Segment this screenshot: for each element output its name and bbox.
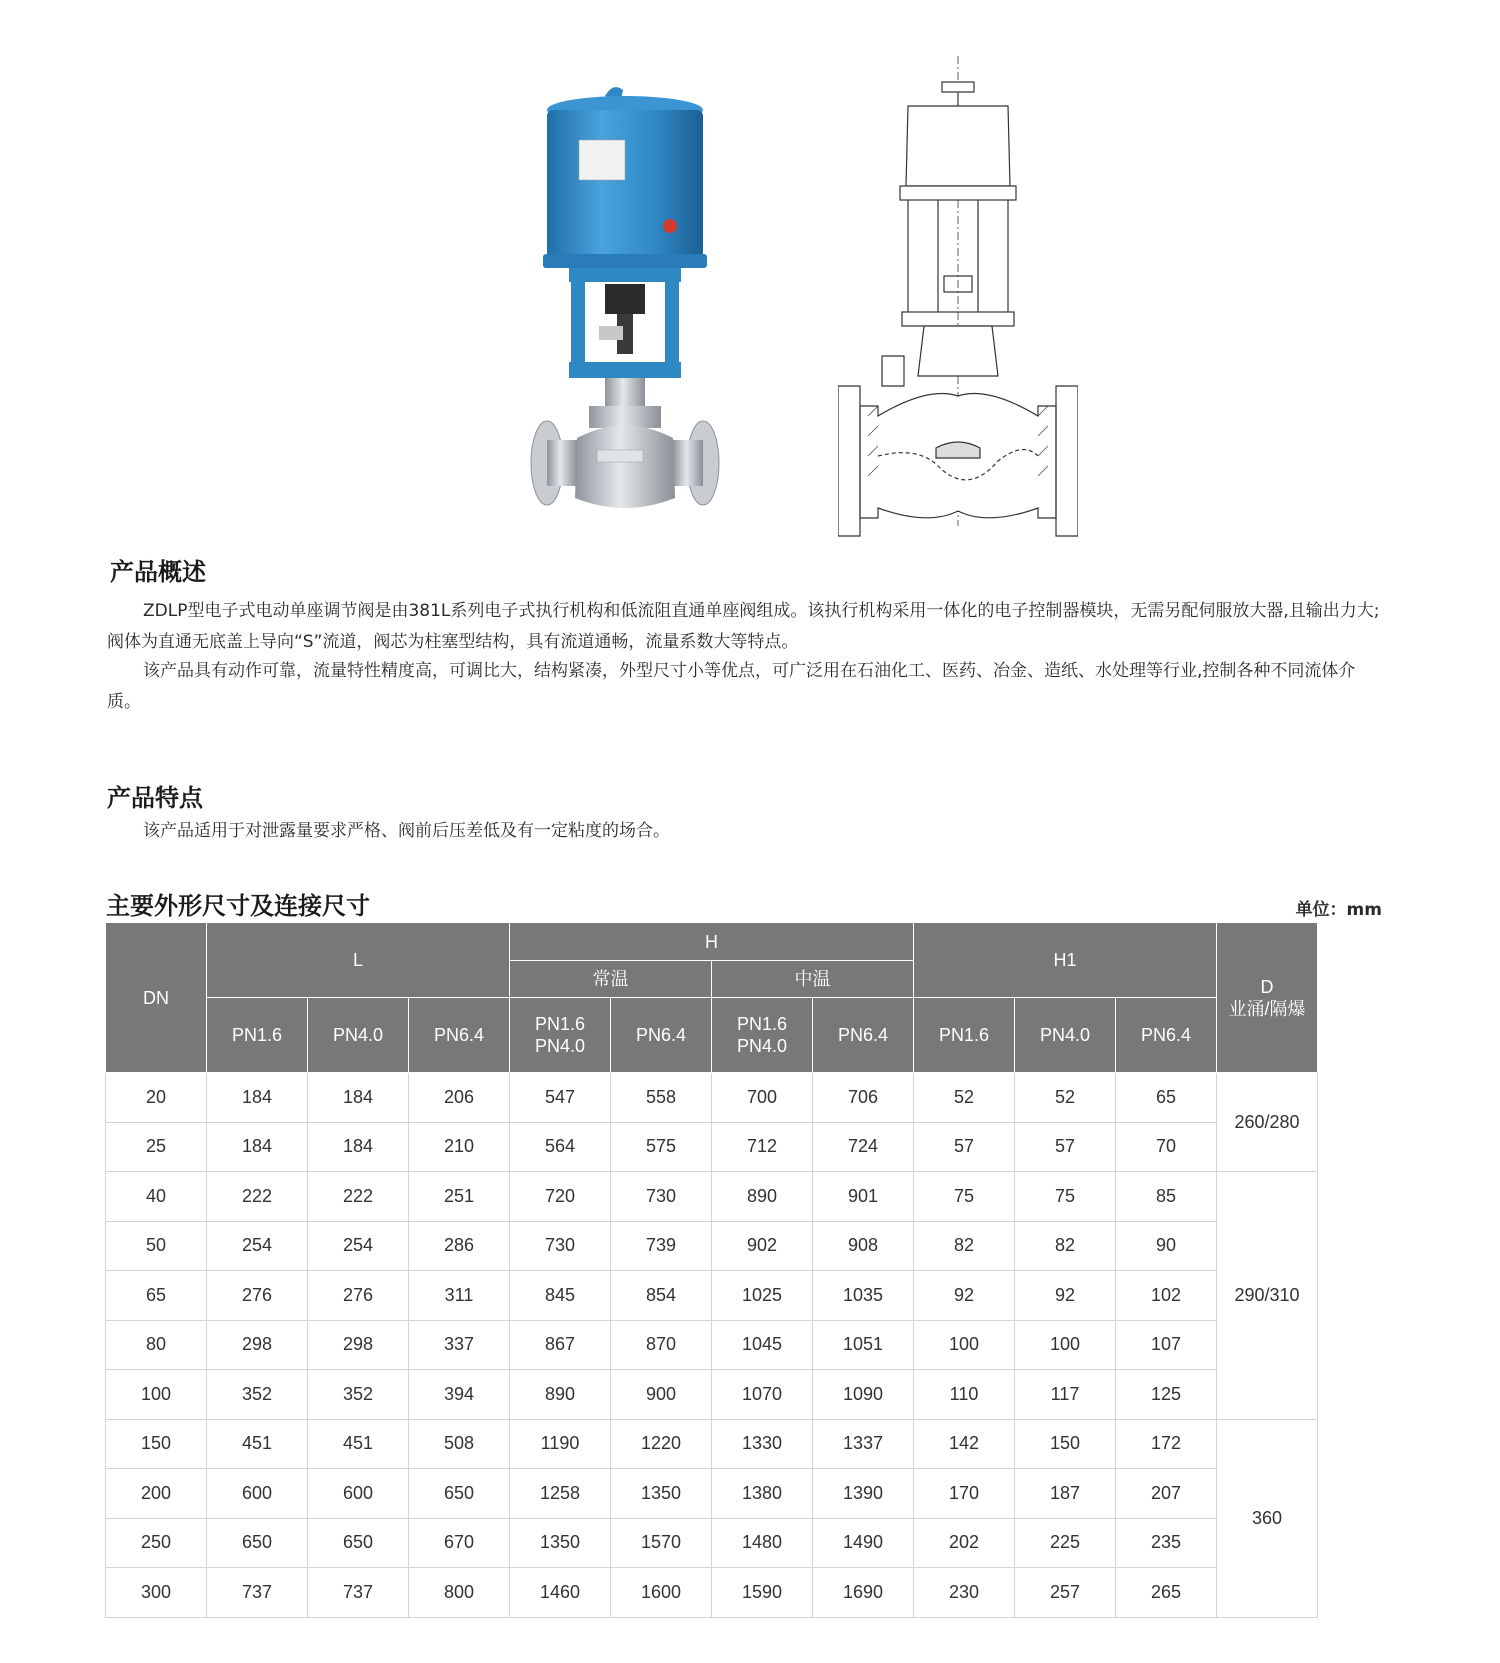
cell-l: 394 — [409, 1370, 510, 1420]
cell-h1: 92 — [914, 1271, 1015, 1321]
header-h-medium-pn16-40: PN1.6 PN4.0 — [712, 998, 813, 1073]
cell-l: 508 — [409, 1419, 510, 1469]
cell-l: 254 — [207, 1221, 308, 1271]
cell-l: 800 — [409, 1568, 510, 1618]
cell-h: 547 — [510, 1073, 611, 1123]
cell-h: 1590 — [712, 1568, 813, 1618]
cell-h1: 57 — [914, 1122, 1015, 1172]
table-row — [106, 1419, 1500, 1469]
cell-h: 908 — [813, 1221, 914, 1271]
cell-d: 260/280 — [1217, 1073, 1318, 1172]
overview-paragraph-2: 该产品具有动作可靠，流量特性精度高，可调比大，结构紧凑，外型尺寸小等优点，可广泛用在石油化工、医药、冶金、造纸、水处理等行业,控制各种不同流体介质。 — [107, 661, 1356, 712]
cell-dn: 300 — [106, 1568, 207, 1618]
cell-h1: 125 — [1116, 1370, 1217, 1420]
cell-h: 700 — [712, 1073, 813, 1123]
cell-h1: 85 — [1116, 1172, 1217, 1222]
cell-h: 870 — [611, 1320, 712, 1370]
header-h1-pn16: PN1.6 — [914, 998, 1015, 1073]
overview-paragraph-1: ZDLP型电子式电动单座调节阀是由381L系列电子式执行机构和低流阻直通单座阀组成。该执行机构采用一体化的电子控制器模块，无需另配伺服放大器,且输出力大;阀体为直通无底盖上导向“S”流道，阀芯为柱塞型结构，具有流道通畅，流量系数大等特点。 — [107, 601, 1380, 652]
cell-h: 890 — [510, 1370, 611, 1420]
cell-l: 184 — [308, 1122, 409, 1172]
cell-dn: 20 — [106, 1073, 207, 1123]
cell-h1: 230 — [914, 1568, 1015, 1618]
cell-h1: 102 — [1116, 1271, 1217, 1321]
cell-h1: 52 — [1015, 1073, 1116, 1123]
cell-h: 1330 — [712, 1419, 813, 1469]
cell-l: 184 — [207, 1122, 308, 1172]
cell-l: 600 — [308, 1469, 409, 1519]
cell-h: 902 — [712, 1221, 813, 1271]
cell-h: 845 — [510, 1271, 611, 1321]
cell-l: 451 — [207, 1419, 308, 1469]
cell-d: 290/310 — [1217, 1172, 1318, 1420]
cell-dn: 50 — [106, 1221, 207, 1271]
cell-l: 222 — [207, 1172, 308, 1222]
cell-h1: 92 — [1015, 1271, 1116, 1321]
cell-dn: 250 — [106, 1518, 207, 1568]
cell-l: 222 — [308, 1172, 409, 1222]
cell-l: 276 — [207, 1271, 308, 1321]
cell-h: 720 — [510, 1172, 611, 1222]
cell-h1: 150 — [1015, 1419, 1116, 1469]
cell-l: 254 — [308, 1221, 409, 1271]
header-h1-pn64: PN6.4 — [1116, 998, 1217, 1073]
cell-l: 251 — [409, 1172, 510, 1222]
cell-h: 1380 — [712, 1469, 813, 1519]
cell-h1: 142 — [914, 1419, 1015, 1469]
cell-dn: 25 — [106, 1122, 207, 1172]
unit-label: 单位：mm — [1295, 900, 1382, 920]
cell-h1: 82 — [914, 1221, 1015, 1271]
cell-h1: 82 — [1015, 1221, 1116, 1271]
cell-l: 311 — [409, 1271, 510, 1321]
cell-h1: 225 — [1015, 1518, 1116, 1568]
cell-h: 1051 — [813, 1320, 914, 1370]
cell-h1: 70 — [1116, 1122, 1217, 1172]
cell-l: 352 — [207, 1370, 308, 1420]
cell-l: 206 — [409, 1073, 510, 1123]
cell-l: 451 — [308, 1419, 409, 1469]
cell-dn: 40 — [106, 1172, 207, 1222]
cell-h: 706 — [813, 1073, 914, 1123]
cell-h: 558 — [611, 1073, 712, 1123]
cell-dn: 65 — [106, 1271, 207, 1321]
cell-h1: 257 — [1015, 1568, 1116, 1618]
cell-h1: 100 — [1015, 1320, 1116, 1370]
cell-h1: 100 — [914, 1320, 1015, 1370]
cell-l: 352 — [308, 1370, 409, 1420]
cell-h1: 75 — [914, 1172, 1015, 1222]
cell-h: 730 — [510, 1221, 611, 1271]
cell-l: 210 — [409, 1122, 510, 1172]
cell-h: 1090 — [813, 1370, 914, 1420]
cell-d: 360 — [1217, 1419, 1318, 1617]
cell-l: 184 — [308, 1073, 409, 1123]
dimensions-title: 主要外形尺寸及连接尺寸 — [106, 892, 370, 920]
table-body — [106, 1073, 1500, 1618]
cell-l: 737 — [308, 1568, 409, 1618]
cell-l: 650 — [409, 1469, 510, 1519]
features-text: 该产品适用于对泄露量要求严格、阀前后压差低及有一定粘度的场合。 — [143, 821, 670, 841]
cell-h1: 52 — [914, 1073, 1015, 1123]
cell-h: 1570 — [611, 1518, 712, 1568]
cell-h: 1600 — [611, 1568, 712, 1618]
cell-h1: 117 — [1015, 1370, 1116, 1420]
cell-l: 298 — [308, 1320, 409, 1370]
cell-l: 276 — [308, 1271, 409, 1321]
cell-h: 730 — [611, 1172, 712, 1222]
cell-h: 1350 — [611, 1469, 712, 1519]
cell-h: 712 — [712, 1122, 813, 1172]
cell-h: 1460 — [510, 1568, 611, 1618]
cell-h: 890 — [712, 1172, 813, 1222]
cell-h: 901 — [813, 1172, 914, 1222]
header-h-medium: 中温 — [712, 961, 914, 998]
table-row — [106, 1172, 1500, 1222]
cell-h: 1035 — [813, 1271, 914, 1321]
cell-dn: 80 — [106, 1320, 207, 1370]
cell-h: 900 — [611, 1370, 712, 1420]
cell-h1: 265 — [1116, 1568, 1217, 1618]
header-h1-pn40: PN4.0 — [1015, 998, 1116, 1073]
header-l: L — [207, 923, 510, 998]
cell-h1: 172 — [1116, 1419, 1217, 1469]
header-d-sub: 业涌/隔爆 — [1228, 998, 1306, 1019]
cell-l: 650 — [207, 1518, 308, 1568]
header-l-pn16: PN1.6 — [207, 998, 308, 1073]
header-h-medium-pn64: PN6.4 — [813, 998, 914, 1073]
cell-h: 867 — [510, 1320, 611, 1370]
header-h-normal-pn16-40: PN1.6 PN4.0 — [510, 998, 611, 1073]
header-dn: DN — [106, 923, 207, 1073]
cell-l: 650 — [308, 1518, 409, 1568]
header-l-pn40: PN4.0 — [308, 998, 409, 1073]
cell-dn: 150 — [106, 1419, 207, 1469]
cell-h: 1350 — [510, 1518, 611, 1568]
cell-h1: 170 — [914, 1469, 1015, 1519]
cell-l: 670 — [409, 1518, 510, 1568]
cell-h1: 107 — [1116, 1320, 1217, 1370]
header-d-label: D — [1260, 976, 1274, 997]
cell-h: 1390 — [813, 1469, 914, 1519]
cell-dn: 100 — [106, 1370, 207, 1420]
table-row — [106, 1073, 1500, 1123]
header-h-normal: 常温 — [510, 961, 712, 998]
dimensions-table — [105, 922, 1500, 1618]
cell-h: 1190 — [510, 1419, 611, 1469]
cell-h: 1490 — [813, 1518, 914, 1568]
cell-h: 564 — [510, 1122, 611, 1172]
technical-drawing — [838, 56, 1078, 556]
product-photo — [525, 78, 725, 533]
cell-h: 575 — [611, 1122, 712, 1172]
cell-h1: 235 — [1116, 1518, 1217, 1568]
cell-dn: 200 — [106, 1469, 207, 1519]
cell-l: 184 — [207, 1073, 308, 1123]
cell-h: 1480 — [712, 1518, 813, 1568]
cell-h: 1045 — [712, 1320, 813, 1370]
cell-h1: 110 — [914, 1370, 1015, 1420]
cell-h: 1220 — [611, 1419, 712, 1469]
cell-h: 739 — [611, 1221, 712, 1271]
cell-h: 724 — [813, 1122, 914, 1172]
cell-l: 286 — [409, 1221, 510, 1271]
cell-h1: 207 — [1116, 1469, 1217, 1519]
cell-l: 337 — [409, 1320, 510, 1370]
header-h1: H1 — [914, 923, 1217, 998]
cell-h1: 202 — [914, 1518, 1015, 1568]
overview-title: 产品概述 — [110, 558, 206, 586]
cell-h: 1070 — [712, 1370, 813, 1420]
header-h-normal-pn64: PN6.4 — [611, 998, 712, 1073]
cell-h: 1337 — [813, 1419, 914, 1469]
features-title: 产品特点 — [107, 784, 203, 812]
cell-h1: 75 — [1015, 1172, 1116, 1222]
cell-h1: 187 — [1015, 1469, 1116, 1519]
cell-l: 600 — [207, 1469, 308, 1519]
header-h: H — [510, 923, 914, 961]
cell-h1: 65 — [1116, 1073, 1217, 1123]
cell-l: 298 — [207, 1320, 308, 1370]
cell-h1: 57 — [1015, 1122, 1116, 1172]
cell-h: 854 — [611, 1271, 712, 1321]
cell-h: 1025 — [712, 1271, 813, 1321]
cell-l: 737 — [207, 1568, 308, 1618]
cell-h1: 90 — [1116, 1221, 1217, 1271]
cell-h: 1258 — [510, 1469, 611, 1519]
cell-h: 1690 — [813, 1568, 914, 1618]
header-l-pn64: PN6.4 — [409, 998, 510, 1073]
header-d — [1217, 923, 1318, 1073]
